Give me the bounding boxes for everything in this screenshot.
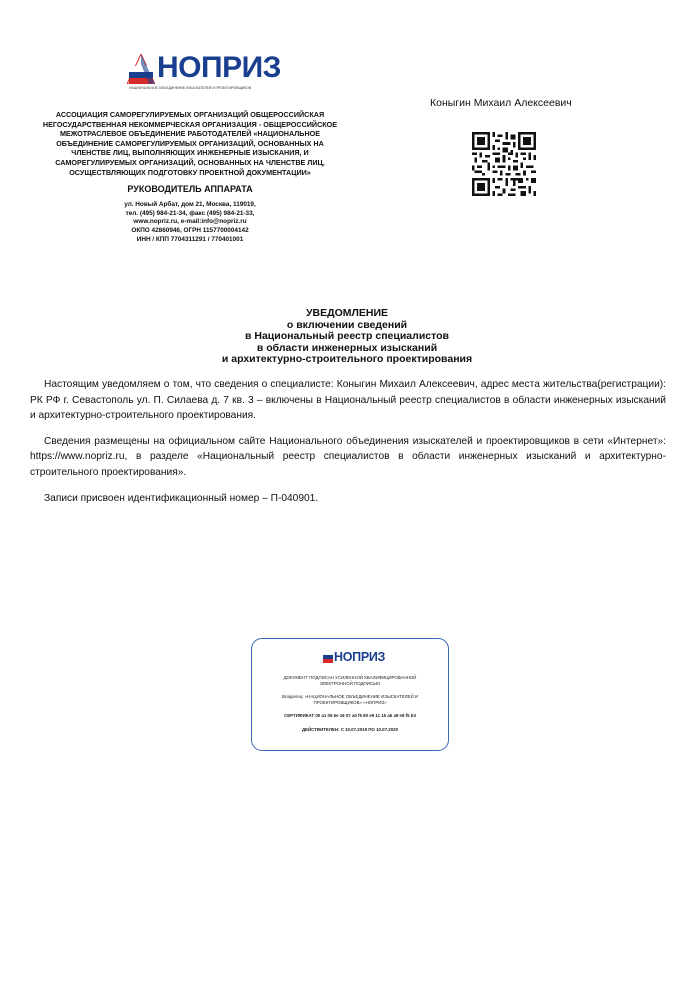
organization-name: АССОЦИАЦИЯ САМОРЕГУЛИРУЕМЫХ ОРГАНИЗАЦИЙ ОБЩЕРОССИЙСКАЯ НЕГОСУДАРСТВЕННАЯ НЕКОММЕРЧЕСКАЯ ОРГАНИЗАЦИЯ - ОБЩЕРОССИЙСКОЕ МЕЖОТРАСЛЕВОЕ ОБЪЕДИНЕНИЕ РАБОТОДАТЕЛЕЙ «НАЦИОНАЛЬНОЕ ОБЪЕДИНЕНИЕ САМОРЕГУЛИРУЕМЫХ ОРГАНИЗАЦИЙ, ОСНОВАННЫХ НА ЧЛЕНСТВЕ ЛИЦ, ВЫПОЛНЯЮЩИХ ИНЖЕНЕРНЫЕ ИЗЫСКАНИЯ, И САМОРЕГУЛИРУЕМЫХ ОРГАНИЗАЦИЙ, ОСНОВАННЫХ НА ЧЛЕНСТВЕ ЛИЦ, ОСУЩЕСТВЛЯЮЩИХ ПОДГОТОВКУ ПРОЕКТНОЙ ДОКУМЕНТАЦИИ» bbox=[42, 110, 338, 177]
stamp-title-line-2: ЭЛЕКТРОННОЙ ПОДПИСЬЮ bbox=[319, 681, 381, 687]
title-line-3: в Национальный реестр специалистов bbox=[245, 330, 449, 343]
organization-contacts bbox=[40, 201, 340, 244]
contact-web: www.nopriz.ru, e-mail:info@nopriz.ru bbox=[133, 218, 247, 226]
contact-phone: тел. (495) 984-21-34, факс (495) 984-21-33, bbox=[125, 209, 255, 217]
qr-code-icon bbox=[472, 132, 536, 196]
organization-block bbox=[40, 110, 340, 244]
nopriz-logo bbox=[127, 50, 281, 90]
contact-inn: ИНН / КПП 7704311291 / 770401001 bbox=[136, 235, 244, 243]
stamp-title bbox=[260, 675, 440, 687]
stamp-owner bbox=[260, 694, 440, 706]
logo-wordmark: НОПРИЗ bbox=[157, 51, 281, 84]
contact-address: ул. Новый Арбат, дом 21, Москва, 119019, bbox=[124, 201, 256, 209]
electronic-signature-stamp bbox=[251, 638, 449, 751]
paragraph-publication: Сведения размещены на официальном сайте Национального объединения изыскателей и проектировщиков в сети «Интернет»: https://www.nopriz.ru, в разделе «Национальный реестр специалистов в области инженерных изысканий и архитектурно-строительного проектирования». bbox=[30, 435, 666, 478]
stamp-logo-wordmark: НОПРИЗ bbox=[334, 650, 386, 664]
notification-body bbox=[30, 377, 666, 516]
recipient-name: Коныгин Михаил Алексеевич bbox=[430, 97, 572, 109]
paragraph-id-number: Записи присвоен идентификационный номер – П-040901. bbox=[44, 492, 319, 504]
stamp-owner-line-1: Владелец: «НАЦИОНАЛЬНОЕ ОБЪЕДИНЕНИЕ ИЗЫСКАТЕЛЕЙ И bbox=[281, 694, 419, 699]
title-line-4: в области инженерных изысканий bbox=[256, 341, 438, 354]
stamp-certificate: СЕРТИФИКАТ 00 a1 05 6e 16 07 a0 f6 80 e9 11 15 a5 a9 e8 f5 b3 bbox=[284, 713, 416, 718]
flag-mark-icon bbox=[323, 651, 333, 663]
position-title: РУКОВОДИТЕЛЬ АППАРАТА bbox=[127, 184, 253, 195]
contact-okpo: ОКПО 42860946, ОГРН 1157700004142 bbox=[131, 226, 249, 234]
title-line-2: о включении сведений bbox=[286, 318, 408, 331]
stamp-logo bbox=[323, 649, 386, 665]
logo-tagline: НАЦИОНАЛЬНОЕ ОБЪЕДИНЕНИЕ ИЗЫСКАТЕЛЕЙ И ПРОЕКТИРОВЩИКОВ bbox=[129, 86, 251, 90]
notification-title bbox=[100, 308, 594, 366]
flag-mark-icon bbox=[127, 54, 155, 84]
paragraph-inclusion: Настоящим уведомляем о том, что сведения о специалисте: Коныгин Михаил Алексеевич, адрес места жительства(регистрации): РК РФ г. Севастополь ул. П. Силаева д. 7 кв. 3 – включены в Национальный реестр специалистов в области инженерных изысканий и архитектурно-строительного проектирования. bbox=[30, 379, 666, 422]
title-line-1: УВЕДОМЛЕНИЕ bbox=[305, 307, 389, 319]
stamp-owner-line-2: ПРОЕКТИРОВЩИКОВ» «НОПРИЗ» bbox=[313, 700, 387, 706]
title-line-5: и архитектурно-строительного проектирования bbox=[221, 353, 473, 366]
stamp-title-line-1: ДОКУМЕНТ ПОДПИСАН УСИЛЕННОЙ КВАЛИФИЦИРОВАННОЙ bbox=[283, 675, 417, 680]
stamp-validity: ДЕЙСТВИТЕЛЕН: С 10.07.2019 ПО 10.07.2020 bbox=[301, 727, 399, 732]
